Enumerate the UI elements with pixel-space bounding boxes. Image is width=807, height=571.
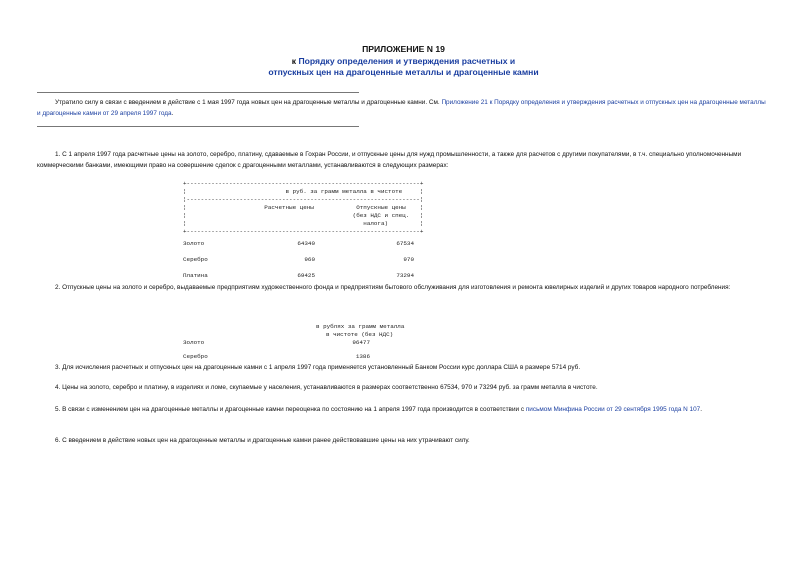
- paragraph-2: 2. Отпускные цены на золото и серебро, выдаваемые предприятиям художественного фонда и предприятиям бытового обслуживания для изготовления и ремонта ювелирных изделий и других товаров народного потребления:: [55, 284, 731, 291]
- paragraph-3: 3. Для исчисления расчетных и отпускных цен на драгоценные камни с 1 апреля 1997 года применяется установленный Банком России курс доллара США в размере 5714 руб.: [55, 364, 581, 371]
- bottom-divider: [37, 126, 359, 127]
- paragraph-5-end: .: [700, 406, 702, 413]
- appendix-21-link[interactable]: Приложение 21 к Порядку определения и утверждения расчетных и отпускных цен на драгоценные металлы и драгоценные камни от 29 апреля 1997 года: [37, 99, 766, 117]
- top-divider: [37, 92, 359, 93]
- price-table-frame: +------------------------------------------------------------------+ ¦ в руб. за грамм металла в чистоте ¦ ¦------------------------------------------------------------------¦ ¦ Расчетные цены Отпускные цены ¦ ¦ (без НДС и спец. ¦ ¦ налога) ¦ +------------------------------------------------------------------+: [183, 180, 424, 235]
- paragraph-4: 4. Цены на золото, серебро и платину, в изделиях и ломе, скупаемые у населения, устанавливаются в размерах соответственно 67534, 970 и 73294 руб. за грамм металла в чистоте.: [55, 384, 598, 391]
- table1-row-platinum-calc: 69425: [297, 272, 315, 279]
- table2-row-gold-value: 96477: [352, 339, 370, 346]
- table1-row-gold-calc: 64340: [297, 240, 315, 247]
- paragraph-1: 1. С 1 апреля 1997 года расчетные цены на золото, серебро, платину, сдаваемые в Гохран России, и отпускные цены для нужд промышленности, а также для расчетов с другими покупателями, в т.ч. специально уполномоченными коммерческими банками, имеющими право на совершение сделок с драгоценными металлами, устанавливаются в следующих размерах:: [37, 151, 742, 169]
- paragraph-5: [37, 404, 767, 415]
- repeal-notice-text: Утратило силу в связи с введением в действие с 1 мая 1997 года новых цен на драгоценные металлы и драгоценные камни. См.: [55, 99, 442, 106]
- appendix-title: ПРИЛОЖЕНИЕ N 19: [362, 44, 445, 54]
- order-link-part-1[interactable]: Порядку определения и утверждения расчетных и: [298, 56, 516, 66]
- table2-caption-1: в рублях за грамм металла: [316, 323, 405, 330]
- paragraph-6: 6. С введением в действие новых цен на драгоценные металлы и драгоценные камни ранее действовавшие цены на них утрачивают силу.: [55, 437, 470, 444]
- minfin-letter-link[interactable]: письмом Минфина России от 29 сентября 1995 года N 107: [525, 406, 701, 413]
- table1-row-silver-calc: 960: [304, 256, 315, 263]
- table1-row-silver-name: Серебро: [183, 256, 208, 263]
- subtitle-prefix: к: [291, 56, 299, 66]
- table1-row-platinum-sale: 73294: [396, 272, 414, 279]
- table2-row-silver-value: 1386: [355, 353, 370, 360]
- table1-row-gold-name: Золото: [183, 240, 205, 247]
- appendix-subtitle-line-1: [0, 56, 807, 67]
- order-link-part-2[interactable]: отпускных цен на драгоценные металлы и драгоценные камни: [268, 67, 539, 77]
- repeal-notice-end: .: [171, 110, 174, 117]
- table1-row-gold-sale: 67534: [396, 240, 414, 247]
- table1-row-silver-sale: 970: [403, 256, 414, 263]
- repeal-notice: [37, 97, 767, 119]
- table2-row-silver-name: Серебро: [183, 353, 208, 360]
- table2-row-gold-name: Золото: [183, 339, 205, 346]
- table1-row-platinum-name: Платина: [183, 272, 208, 279]
- table2-caption-2: в чистоте (без НДС): [326, 331, 394, 338]
- paragraph-5-text: 5. В связи с изменением цен на драгоценные металлы и драгоценные камни переоценка по состоянию на 1 апреля 1997 года производится в соответствии с: [55, 406, 526, 413]
